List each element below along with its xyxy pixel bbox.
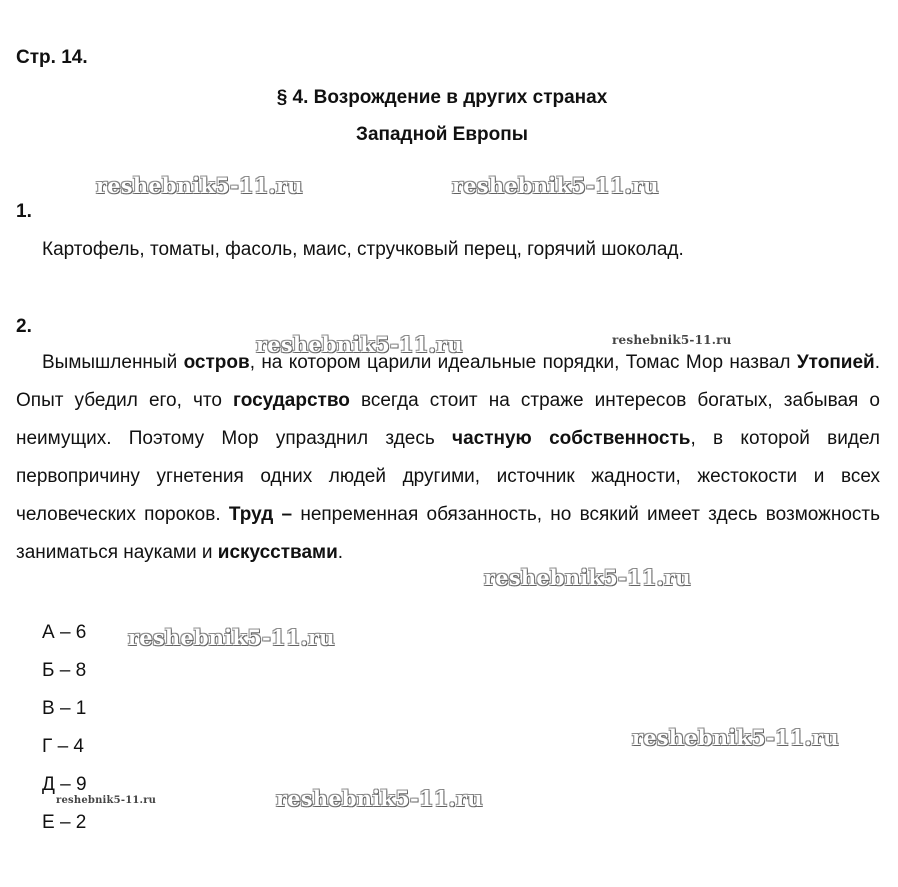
question-1-number: 1. [16,201,32,222]
match-list [42,618,87,846]
term-island: остров [183,352,250,373]
term-state: государство [233,390,350,411]
term-arts: искусствами [217,542,338,563]
watermark: reshebnik5-11.ru [56,795,157,806]
watermark: reshebnik5-11.ru [256,332,463,357]
page-reference: Стр. 14. [16,47,88,68]
para-text: , на котором царили идеальные порядки, Томас Мор назвал [249,352,797,373]
match-item: Г – 4 [42,736,84,757]
term-utopia: Утопией [796,352,875,373]
watermark: reshebnik5-11.ru [452,173,659,198]
term-labor: Труд – [228,504,293,525]
para-text: всегда стоит на страже интересов богатых, забывая о неимущих. Поэтому Мор упразднил здесь [16,390,880,449]
match-item: В – 1 [42,698,87,719]
watermark: reshebnik5-11.ru [632,725,839,750]
term-private-property: частную собственность [452,428,691,449]
para-text: непременная обязанность, но всякий имеет здесь возможность заниматься науками и [16,504,880,563]
match-item: Д – 9 [42,774,87,795]
watermark: reshebnik5-11.ru [96,173,303,198]
match-item: А – 6 [42,622,87,643]
question-1-answer: Картофель, томаты, фасоль, маис, стручковый перец, горячий шоколад. [42,239,684,260]
para-text: , в которой видел первопричину угнетения одних людей другими, источник жадности, жестокости и всех человеческих пороков. [16,428,880,525]
watermark: reshebnik5-11.ru [484,565,691,590]
section-title-line1: § 4. Возрождение в других странах [276,87,608,108]
match-item: Е – 2 [42,812,87,833]
watermark: reshebnik5-11.ru [128,625,335,650]
section-title-line2: Западной Европы [356,124,528,145]
para-text: Вымышленный [42,352,184,373]
watermark: reshebnik5-11.ru [612,333,732,347]
para-text: . [337,542,344,563]
watermark: reshebnik5-11.ru [276,786,483,811]
question-2-number: 2. [16,316,32,337]
match-item: Б – 8 [42,660,87,681]
para-text: . Опыт убедил его, что [16,352,881,411]
question-2-paragraph [16,344,880,572]
